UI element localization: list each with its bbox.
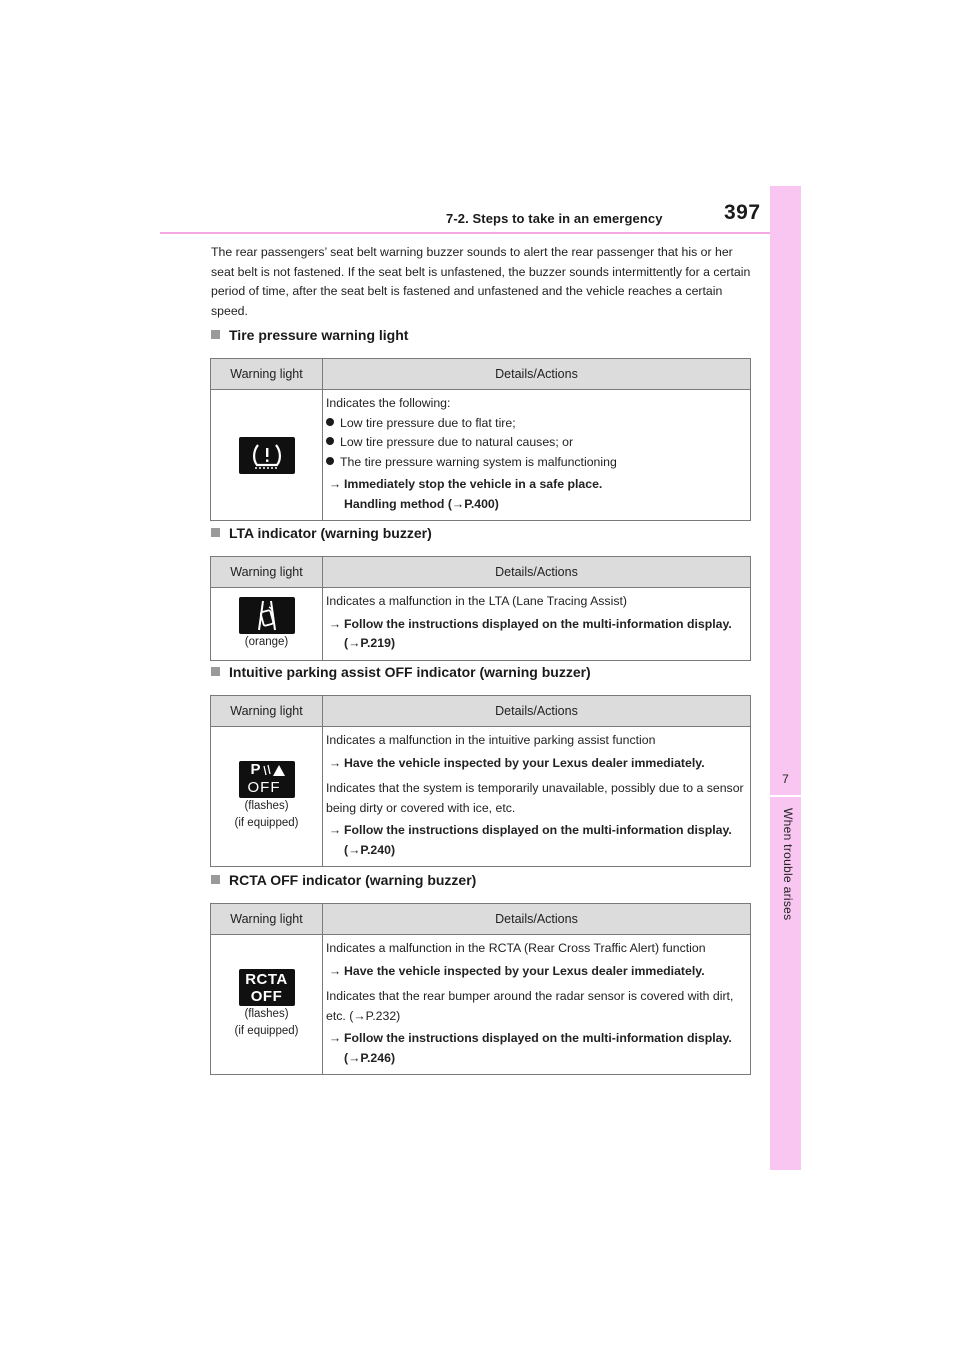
table-row [211, 390, 751, 521]
details-cell [323, 390, 751, 521]
action-text: → Follow the instructions displayed on the multi-information display. (→P.219) [326, 615, 744, 654]
col-header-warning-light: Warning light [211, 904, 323, 935]
section-heading-tire-pressure: Tire pressure warning light [211, 327, 408, 343]
tire-pressure-table [210, 358, 751, 521]
bullet-item: Low tire pressure due to flat tire; [326, 414, 744, 434]
arrow-icon: → [328, 823, 342, 837]
section-heading-lta: LTA indicator (warning buzzer) [211, 525, 432, 541]
table-row [211, 727, 751, 867]
heading-square-icon [211, 667, 220, 676]
detail-text: Indicates the following: [326, 396, 451, 410]
rcta-table [210, 903, 751, 1075]
icon-caption: (flashes) [244, 800, 289, 812]
table-header-row [211, 359, 751, 390]
warning-light-cell [211, 935, 323, 1075]
icon-caption: (flashes) [244, 1008, 289, 1020]
heading-square-icon [211, 875, 220, 884]
icon-caption: (if equipped) [234, 817, 299, 829]
col-header-warning-light: Warning light [211, 359, 323, 390]
table-header-row [211, 557, 751, 588]
action-text: → Have the vehicle inspected by your Lexus dealer immediately. [326, 962, 744, 982]
arrow-icon: → [328, 963, 342, 978]
action-text: → Have the vehicle inspected by your Lexus dealer immediately. [326, 754, 744, 774]
col-header-details: Details/Actions [323, 557, 751, 588]
arrow-icon: → [328, 616, 342, 631]
col-header-details: Details/Actions [323, 696, 751, 727]
table-header-row [211, 696, 751, 727]
arrow-icon: → [328, 755, 342, 770]
header-rule [160, 232, 770, 234]
details-cell [323, 935, 751, 1075]
chapter-side-tab [770, 186, 801, 1170]
bullet-item: Low tire pressure due to natural causes; or [326, 433, 744, 453]
heading-square-icon [211, 330, 220, 339]
icon-caption: (if equipped) [234, 1025, 299, 1037]
detail-text: Indicates a malfunction in the RCTA (Rear Cross Traffic Alert) function [326, 941, 706, 955]
detail-text: Indicates that the system is temporarily unavailable, possibly due to a sensor being dirty or covered with ice, etc. [326, 781, 744, 815]
warning-light-cell [211, 588, 323, 661]
col-header-details: Details/Actions [323, 359, 751, 390]
tire-pressure-warning-icon [239, 437, 295, 474]
details-cell [323, 727, 751, 867]
parking-assist-table [210, 695, 751, 867]
detail-text: Indicates a malfunction in the intuitive parking assist function [326, 733, 656, 747]
chapter-number: 7 [782, 772, 789, 786]
action-text: → Follow the instructions displayed on the multi-information display. (→P.240) [326, 821, 744, 860]
parking-assist-off-icon: P OFF [239, 761, 295, 798]
col-header-warning-light: Warning light [211, 696, 323, 727]
action-text: → Follow the instructions displayed on the multi-information display. (→P.246) [326, 1029, 744, 1068]
page-number: 397 [724, 201, 761, 224]
arrow-icon: → [328, 1031, 342, 1045]
table-header-row [211, 904, 751, 935]
icon-caption: (orange) [244, 635, 289, 648]
detail-text: Indicates that the rear bumper around the radar sensor is covered with dirt, etc. (→P.232) [326, 989, 734, 1023]
lta-indicator-icon [239, 597, 295, 634]
bullet-icon [326, 437, 334, 445]
table-row [211, 935, 751, 1075]
action-text: → Immediately stop the vehicle in a safe place. Handling method (→P.400) [326, 475, 744, 514]
col-header-details: Details/Actions [323, 904, 751, 935]
bullet-icon [326, 418, 334, 426]
col-header-warning-light: Warning light [211, 557, 323, 588]
details-cell [323, 588, 751, 661]
warning-light-cell [211, 390, 323, 521]
section-heading-rcta: RCTA OFF indicator (warning buzzer) [211, 872, 476, 888]
side-tab-divider [770, 795, 801, 797]
bullet-icon [326, 457, 334, 465]
warning-light-cell [211, 727, 323, 867]
heading-square-icon [211, 528, 220, 537]
detail-text: Indicates a malfunction in the LTA (Lane Tracing Assist) [326, 594, 627, 608]
table-row [211, 588, 751, 661]
chapter-title: When trouble arises [781, 808, 795, 921]
section-heading-parking-assist: Intuitive parking assist OFF indicator (warning buzzer) [211, 664, 591, 680]
intro-paragraph: The rear passengers’ seat belt warning buzzer sounds to alert the rear passenger that his or her seat belt is not fastened. If the seat belt is unfastened, the buzzer sounds intermittently for a certain period of time, after the seat belt is fastened and unfastened and the vehicle reaches a certain speed. [211, 245, 751, 318]
lta-table [210, 556, 751, 661]
arrow-icon: → [328, 477, 342, 491]
rcta-off-icon: RCTA OFF [239, 969, 295, 1006]
section-title: 7-2. Steps to take in an emergency [446, 211, 663, 226]
bullet-item: The tire pressure warning system is malfunctioning [326, 453, 744, 473]
